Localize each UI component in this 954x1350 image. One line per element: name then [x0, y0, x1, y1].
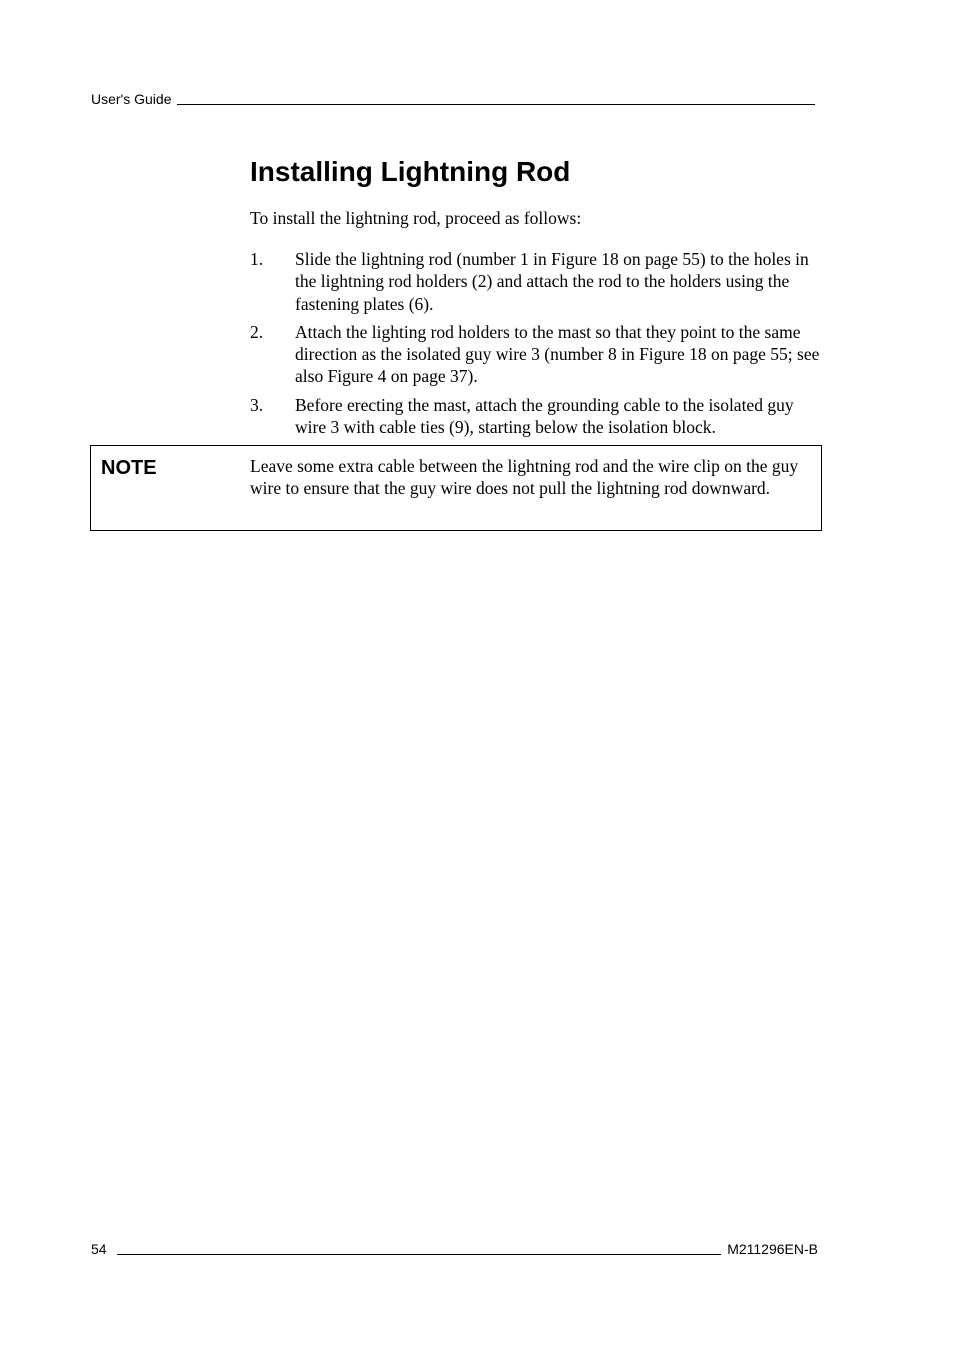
step-number: 3. [250, 394, 264, 415]
step-text: Attach the lighting rod holders to the mast so that they point to the same direction as the isolated guy wire 3 (number 8 in Figure 18 on page 55; see also Figure 4 on page 37). [295, 321, 820, 387]
step-number: 1. [250, 249, 264, 269]
section-title: Installing Lightning Rod [250, 156, 571, 187]
step-text: Slide the lightning rod (number 1 in Figure 18 on page 55) to the holes in the lightning rod holders (2) and attach the rod to the holders using the fastening plates (6). [295, 249, 809, 314]
step-item [250, 394, 822, 439]
page-header [91, 90, 815, 108]
note-label: NOTE [101, 457, 157, 479]
document-code: M211296EN-B [727, 1241, 818, 1257]
note-box [90, 445, 822, 531]
page-footer [91, 1240, 818, 1258]
step-number: 2. [250, 321, 264, 342]
note-text: Leave some extra cable between the lightning rod and the wire clip on the guy wire to ensure that the guy wire does not pull the lightning rod downward. [250, 456, 799, 498]
intro-text: To install the lightning rod, proceed as follows: [250, 208, 582, 228]
footer-rule [117, 1254, 722, 1255]
page-number: 54 [91, 1241, 107, 1257]
step-list [250, 248, 822, 444]
header-title: User's Guide [91, 91, 172, 107]
step-item [250, 321, 822, 388]
step-text: Before erecting the mast, attach the grounding cable to the isolated guy wire 3 with cable ties (9), starting below the isolation block. [295, 394, 794, 438]
step-item [250, 248, 822, 315]
header-rule [177, 104, 815, 105]
